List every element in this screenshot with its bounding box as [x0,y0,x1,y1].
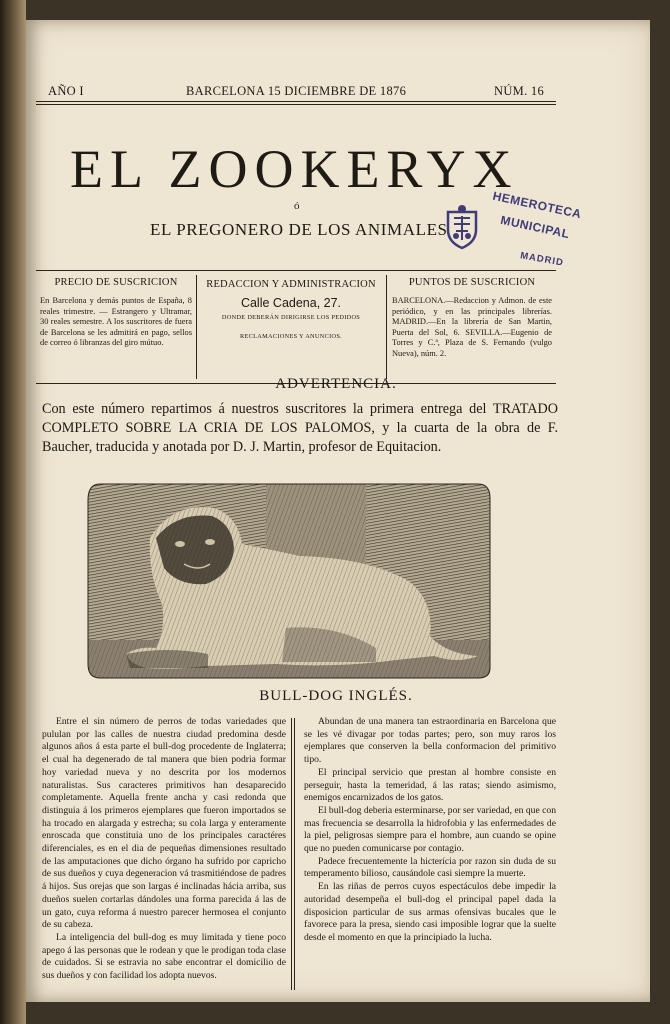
advertencia-heading: ADVERTENCIA. [275,376,397,392]
article-left-column [42,716,286,983]
title-conjunction: ó [294,200,300,212]
masthead-rule [36,101,556,102]
redaccion-note-1: DONDE DEBERÁN DIRIGIRSE LOS PEDIDOS [221,314,361,321]
redaccion-title: REDACCION Y ADMINISTRACION [206,279,376,290]
puntos-text: BARCELONA.—Redaccion y Admon. de este periódico, y en las principales librerías. MADRID.—En la librería de San Martin, Puerta del Sol, 6. SEVILLA.—Eugenio de Torres y C.ª, Plaza de S. Fernando (vulgo Nueva), núm. 2. [392,296,552,358]
advertencia-text: Con este número repartimos á nuestros suscritores la primera entrega del TRATADO COMPLETO SOBRE LA CRIA DE LOS PALOMOS, y la cuarta de la obra de F. Baucher, traducida y anotada por D. J. Martin, profesor de Equitacion. [42,401,558,455]
subscription-info-box [36,270,556,384]
article-heading: BULL-DOG INGLÉS. [259,688,413,704]
article-paragraph: Padece frecuentemente la hicterícia por razon sin duda de su temperamento bilioso, causándole casi siempre la muerte. [304,855,556,880]
issue-date: BARCELONA 15 DICIEMBRE DE 1876 [186,84,407,98]
masthead-rule-double [36,104,556,105]
article-right-column [304,716,556,945]
coat-of-arms-icon [442,204,482,250]
box-divider [386,275,387,379]
newspaper-subtitle: EL PREGONERO DE LOS ANIMALES [150,220,448,239]
precio-title: PRECIO DE SUSCRICION [54,277,178,288]
stamp-line-1: HEMEROTECA [491,188,583,222]
newspaper-page [26,20,650,1002]
precio-section [40,277,192,349]
article-paragraph: El principal servicio que prestan al hombre consiste en perseguir, hasta la temeridad, á las ratas; siendo asimismo, enemigos encarnizados de los gatos. [304,766,556,804]
article-paragraph: Abundan de una manera tan estraordinaria en Barcelona que se les vé divagar por todas partes; pero, son muy raros los ejemplares que conserven la bella conformacion del primitivo tipo. [304,716,556,766]
issue-year: AÑO I [48,84,84,98]
puntos-section [392,277,552,360]
newspaper-title: EL ZOOKERYX [70,139,519,199]
bulldog-illustration [86,478,492,680]
box-divider [196,275,197,379]
redaccion-section [202,279,380,340]
book-spine [0,0,26,1024]
bulldog-engraving [86,478,492,680]
redaccion-address: Calle Cadena, 27. [240,296,342,310]
article-paragraph: La inteligencia del bull-dog es muy limitada y tiene poco apego á las personas que le rodean y que le prodigan toda clase de cuidados. Si se estravia no sabe encontrar el domicilio de sus dueños y con facilidad los adopta nuevos. [42,931,286,982]
article-paragraph: En las riñas de perros cuyos espectáculos debe impedir la autoridad desempeña el bull-dog el principal papel dada la disposicion particular de sus armas ofensivas bucales que le favorece para la presa, siendo casi imposible lograr que la suelte desde el momento en que la principiado la lucha. [304,881,556,943]
stamp-line-2: MUNICIPAL [499,212,571,242]
stamp-line-3: MADRID [519,250,565,269]
precio-text: En Barcelona y demás puntos de España, 8 reales trimestre. — Estrangero y Ultramar, 30 reales semestre. A los suscritores de fuera de Barcelona se les admitirá en pago, sellos de correo ó libranzas del giro mútuo. [40,296,192,348]
article-paragraph: Entre el sin número de perros de todas variedades que pululan por las calles de nuestra ciudad predomina desde algunos años á esta parte el bull-dog procedente de Inglaterra; el cual ha degenerado de tal manera que bien podria formar hoy variedad nueva y no descrita por los modernos naturalistas. Sus caracteres primitivos han desaparecido completamente. Aquella frente ancha y casi redonda que distinguia á los primeros ejemplares que fueron importados se ha trocado en alargada y estrecha; su cola larga y enteramente enroscada que constituia uno de los principales caractéres diferenciales, es en el dia de pequeñas dimensiones resultado de las amputaciones que dicho órgano ha sufrido por capricho de sus dueños y cuya degeneracion vá trasmitiéndose de padres á hijos. Sus orejas que son largas é inclinadas hácia arriba, sus dueños suelen cortarlas dándoles una forma parecida á las de un gato, cuya reforma á nuestro parecer hermosea el conjunto de su cabeza. [42,716,286,931]
column-divider [291,718,295,990]
puntos-title: PUNTOS DE SUSCRICION [408,277,536,288]
issue-number: NÚM. 16 [494,84,545,98]
redaccion-note-2: RECLAMACIONES Y ANUNCIOS. [239,333,343,340]
article-paragraph: El bull-dog deberia esterminarse, por ser variedad, en que con mas frecuencia se desarrolla la hidrofobia y las enfermedades de la piel, peligrosas siempre para el hombre, aun cuando se opine que no pueden comunicarse por contagio. [304,804,556,855]
